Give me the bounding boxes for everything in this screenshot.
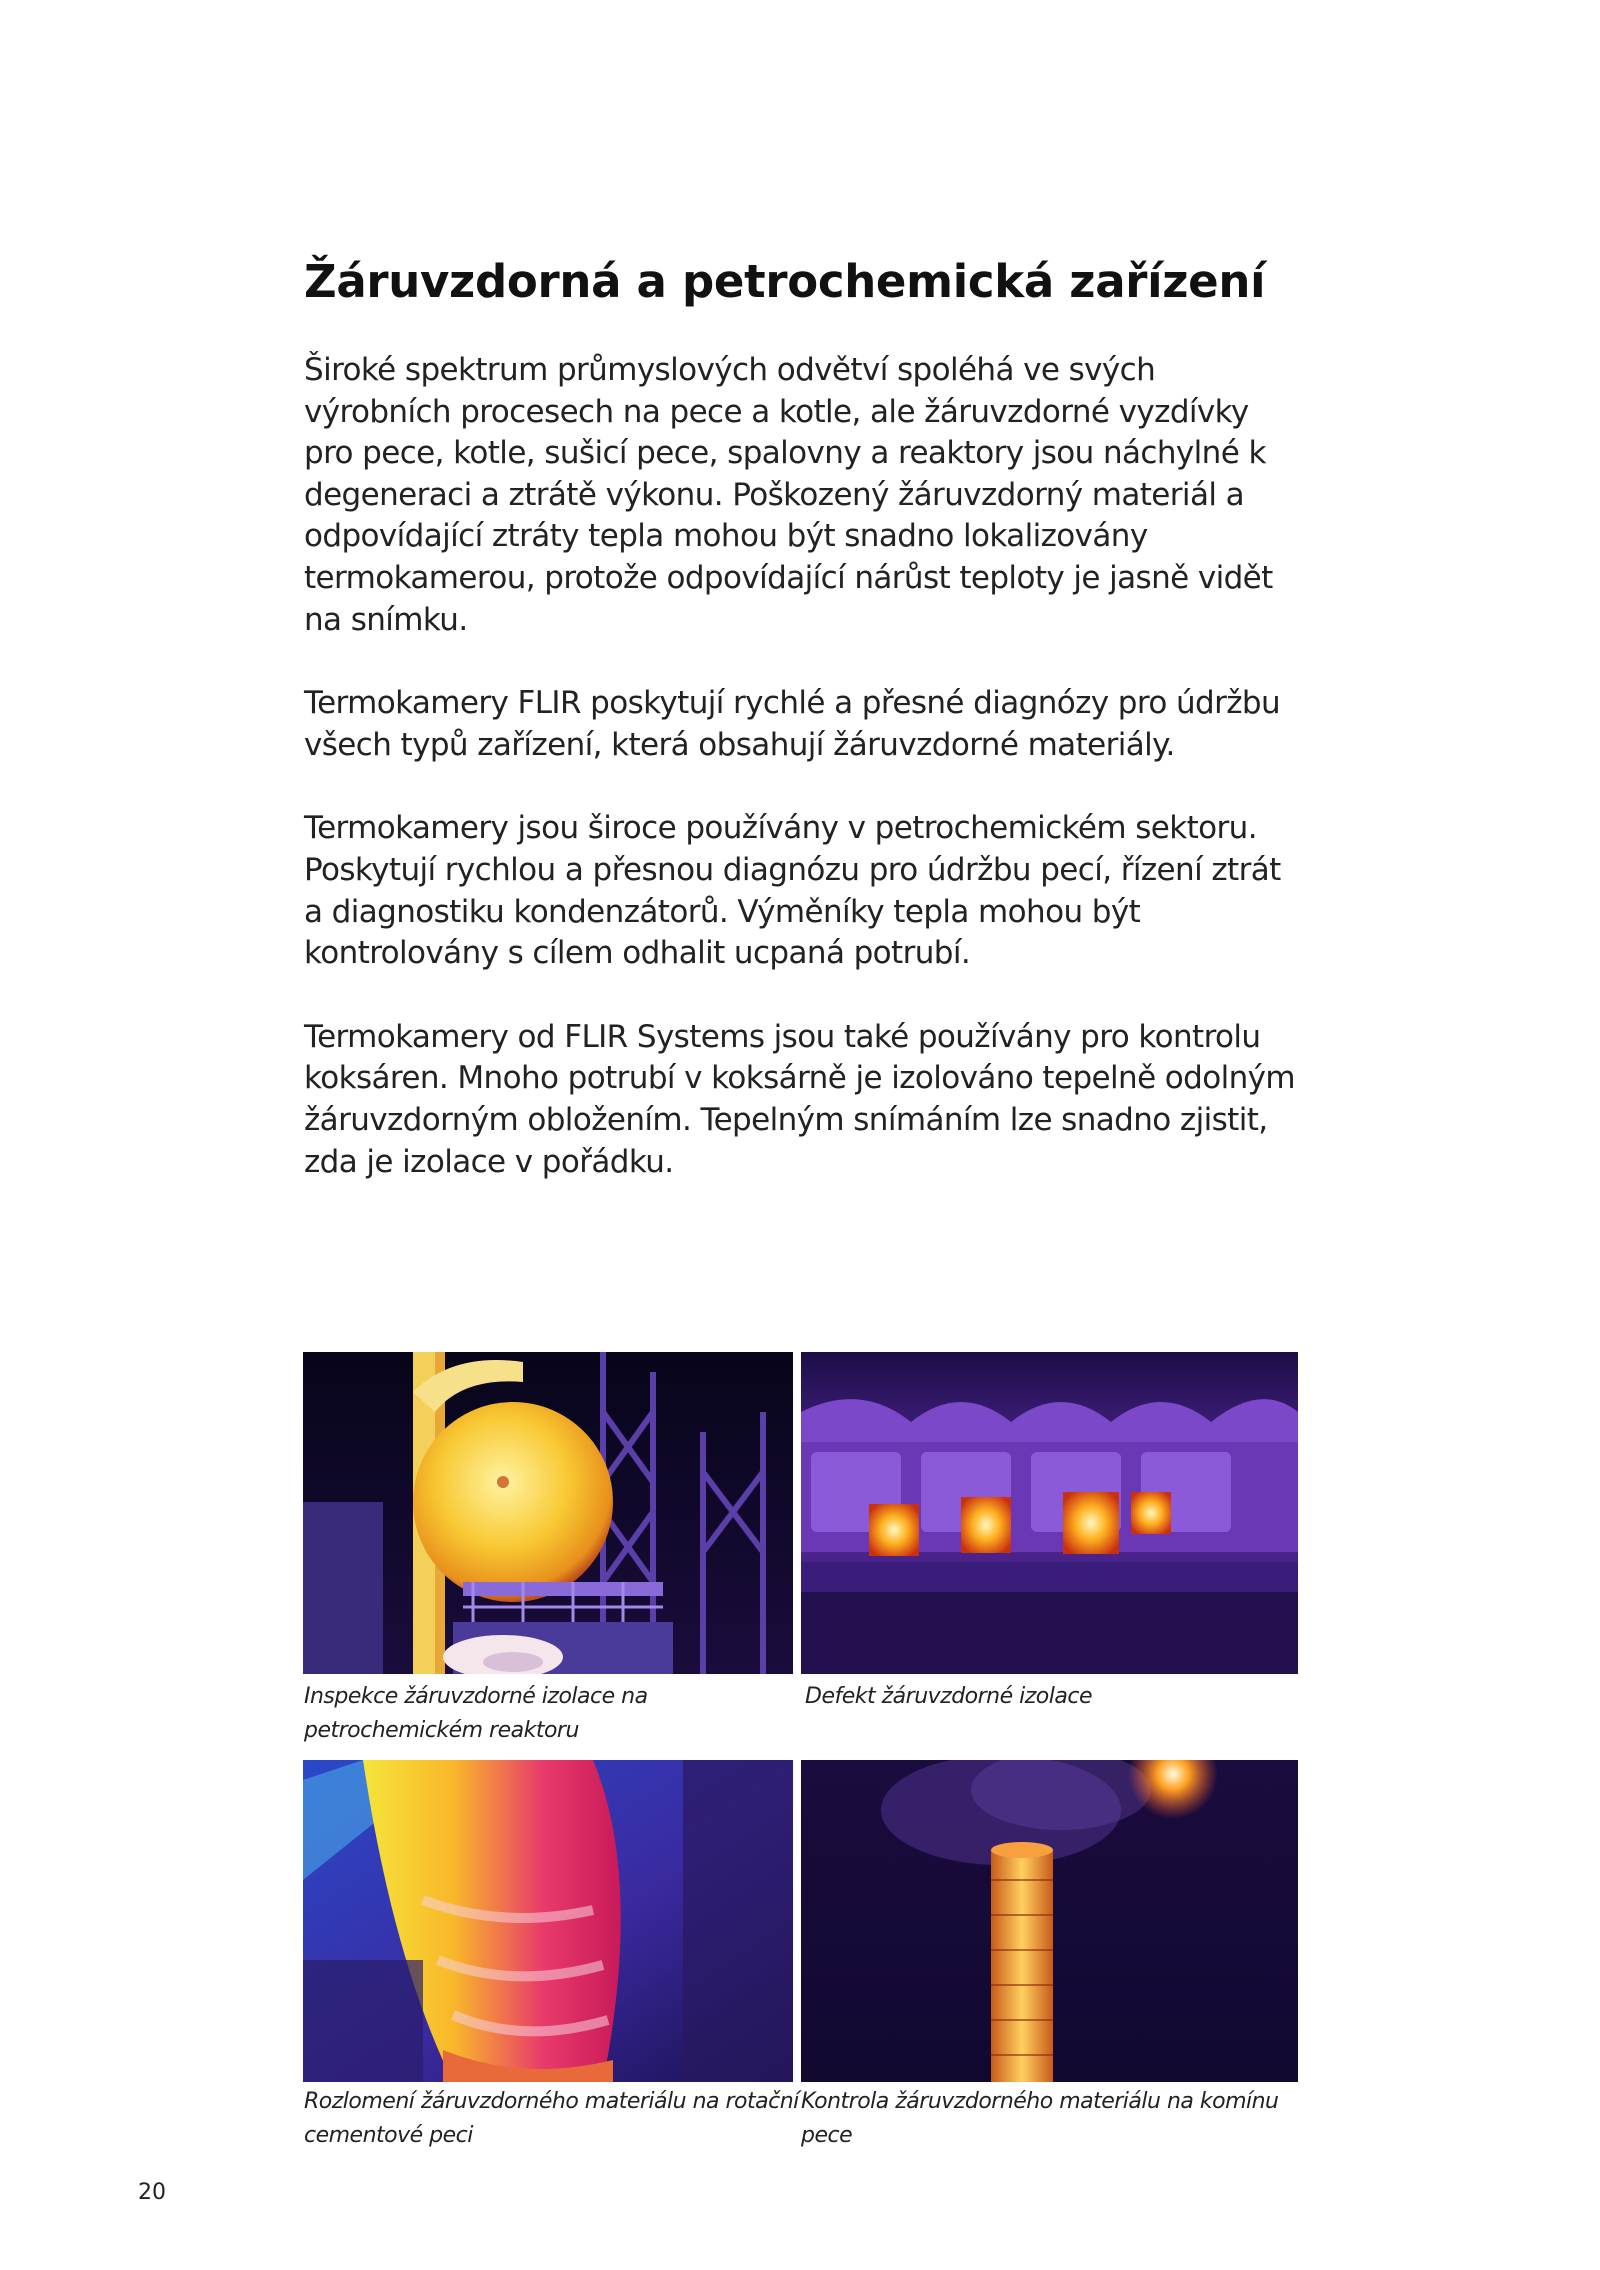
thermal-image-reactor — [303, 1352, 793, 1674]
paragraph-intro: Široké spektrum průmyslových odvětví spoléhá ve svých výrobních procesech na pece a kotle, ale žáruvzdorné vyzdívky pro pece, kotle, sušicí pece, spalovny a reaktory jsou náchylné k degeneraci a ztrátě výkonu. Poškozený žáruvzdorný materiál a odpovídající ztráty tepla mohou být snadno lokalizovány termokamerou, protože odpovídající nárůst teploty je jasně vidět na snímku. — [304, 352, 1273, 638]
page-heading: Žáruvzdorná a petrochemická zařízení — [304, 255, 1266, 308]
caption-kiln: Rozlomení žáruvzdorného materiálu na rotační cementové peci — [304, 2089, 799, 2148]
page-number: 20 — [138, 2180, 166, 2205]
caption-chimney: Kontrola žáruvzdorného materiálu na komínu pece — [801, 2089, 1279, 2148]
paragraph-flir: Termokamery FLIR poskytují rychlé a přesné diagnózy pro údržbu všech typů zařízení, která obsahují žáruvzdorné materiály. — [304, 685, 1281, 763]
paragraph-petrochemical: Termokamery jsou široce používány v petrochemickém sektoru. Poskytují rychlou a přesnou diagnózu pro údržbu pecí, řízení ztrát a diagnostiku kondenzátorů. Výměníky tepla mohou být kontrolovány s cílem odhalit ucpaná potrubí. — [304, 810, 1281, 972]
caption-defect: Defekt žáruvzdorné izolace — [805, 1684, 1092, 1709]
thermal-image-defect — [801, 1352, 1298, 1674]
paragraph-coke-ovens: Termokamery od FLIR Systems jsou také používány pro kontrolu koksáren. Mnoho potrubí v koksárně je izolováno tepelně odolným žáruvzdorným obložením. Tepelným snímáním lze snadno zjistit, zda je izolace v pořádku. — [304, 1018, 1296, 1180]
body-text — [304, 350, 1304, 1225]
caption-reactor: Inspekce žáruvzdorné izolace na petrochemickém reaktoru — [304, 1684, 648, 1743]
thermal-image-kiln — [303, 1760, 793, 2082]
thermal-image-chimney — [801, 1760, 1298, 2082]
